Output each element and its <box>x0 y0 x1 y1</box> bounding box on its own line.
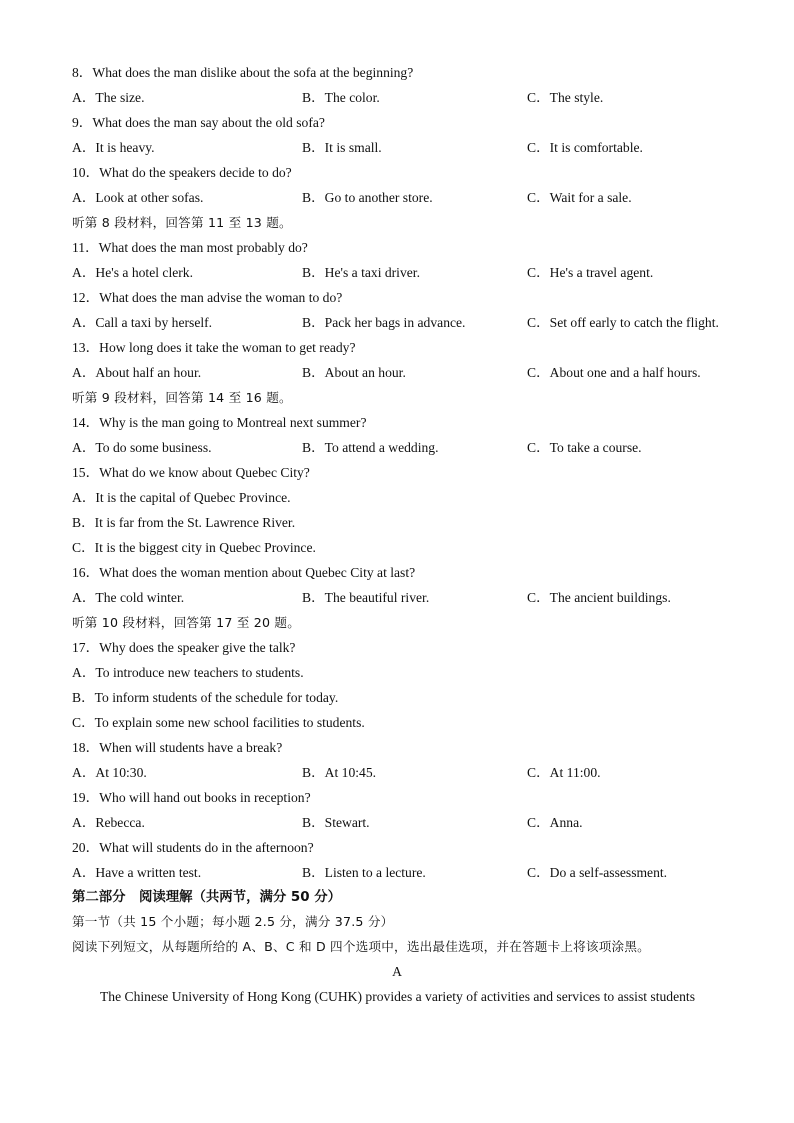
option-a: A．It is heavy. <box>72 140 155 155</box>
option-c: C．To explain some new school facilities to students. <box>72 715 365 730</box>
option-c: C．To take a course. <box>527 440 642 455</box>
option-b: B．Pack her bags in advance. <box>302 315 466 330</box>
option-c: C．It is comfortable. <box>527 140 643 155</box>
option-a: A．At 10:30. <box>72 765 147 780</box>
question-16: 16．What does the woman mention about Quebec City at last? <box>72 565 416 580</box>
option-a: A．Have a written test. <box>72 865 202 880</box>
question-17: 17．Why does the speaker give the talk? <box>72 640 296 655</box>
option-b: B．It is small. <box>302 140 382 155</box>
options-12 <box>72 312 734 334</box>
option-b: B．He's a taxi driver. <box>302 265 420 280</box>
question-20: 20．What will students do in the afternoon? <box>72 840 314 855</box>
option-c: C．At 11:00. <box>527 765 601 780</box>
option-b: B．It is far from the St. Lawrence River. <box>72 515 296 530</box>
section-instruction-10: 听第 10 段材料，回答第 17 至 20 题。 <box>72 615 301 630</box>
option-b: B．To inform students of the schedule for today. <box>72 690 339 705</box>
option-c: C．Do a self-assessment. <box>527 865 668 880</box>
option-b: B．Stewart. <box>302 815 370 830</box>
options-16 <box>72 587 734 609</box>
section-subheading: 第一节（共 15 个小题；每小题 2.5 分，满分 37.5 分） <box>72 914 394 929</box>
reading-instruction: 阅读下列短文，从每题所给的 A、B、C 和 D 四个选项中，选出最佳选项，并在答题卡上将该项涂黑。 <box>72 939 650 954</box>
section-instruction-8: 听第 8 段材料，回答第 11 至 13 题。 <box>72 215 292 230</box>
option-c: C．It is the biggest city in Quebec Province. <box>72 540 316 555</box>
option-c: C．About one and a half hours. <box>527 365 701 380</box>
option-a: A．Look at other sofas. <box>72 190 204 205</box>
options-19 <box>72 812 734 834</box>
question-14: 14．Why is the man going to Montreal next summer? <box>72 415 367 430</box>
options-10 <box>72 187 734 209</box>
option-a: A．The cold winter. <box>72 590 185 605</box>
option-b: B．At 10:45. <box>302 765 377 780</box>
option-a: A．He's a hotel clerk. <box>72 265 193 280</box>
question-10: 10．What do the speakers decide to do? <box>72 165 292 180</box>
option-a: A．To do some business. <box>72 440 212 455</box>
passage-label: A <box>392 964 402 979</box>
options-8 <box>72 87 734 109</box>
option-c: C．Wait for a sale. <box>527 190 632 205</box>
option-a: A．It is the capital of Quebec Province. <box>72 490 291 505</box>
question-11: 11．What does the man most probably do? <box>72 240 308 255</box>
option-a: A．To introduce new teachers to students. <box>72 665 304 680</box>
option-b: B．The color. <box>302 90 380 105</box>
options-9 <box>72 137 734 159</box>
option-b: B．Listen to a lecture. <box>302 865 426 880</box>
option-b: B．To attend a wedding. <box>302 440 439 455</box>
option-a: A．Call a taxi by herself. <box>72 315 213 330</box>
question-12: 12．What does the man advise the woman to do? <box>72 290 343 305</box>
option-b: B．Go to another store. <box>302 190 433 205</box>
option-a: A．The size. <box>72 90 145 105</box>
option-c: C．Set off early to catch the flight. <box>527 315 719 330</box>
question-18: 18．When will students have a break? <box>72 740 283 755</box>
option-c: C．Anna. <box>527 815 583 830</box>
section-instruction-9: 听第 9 段材料，回答第 14 至 16 题。 <box>72 390 292 405</box>
option-b: B．About an hour. <box>302 365 406 380</box>
option-c: C．The style. <box>527 90 604 105</box>
options-20 <box>72 862 734 884</box>
option-b: B．The beautiful river. <box>302 590 430 605</box>
option-c: C．He's a travel agent. <box>527 265 654 280</box>
option-c: C．The ancient buildings. <box>527 590 671 605</box>
part-heading: 第二部分 阅读理解（共两节，满分 50 分） <box>72 890 341 905</box>
options-14 <box>72 437 734 459</box>
question-9: 9．What does the man say about the old sofa? <box>72 115 325 130</box>
question-15: 15．What do we know about Quebec City? <box>72 465 310 480</box>
options-18 <box>72 762 734 784</box>
question-19: 19．Who will hand out books in reception? <box>72 790 311 805</box>
passage-text: The Chinese University of Hong Kong (CUHK) provides a variety of activities and services to assist students <box>100 989 695 1004</box>
options-11 <box>72 262 734 284</box>
option-a: A．Rebecca. <box>72 815 145 830</box>
options-13 <box>72 362 734 384</box>
question-13: 13．How long does it take the woman to get ready? <box>72 340 356 355</box>
option-a: A．About half an hour. <box>72 365 202 380</box>
question-8: 8．What does the man dislike about the sofa at the beginning? <box>72 65 414 80</box>
